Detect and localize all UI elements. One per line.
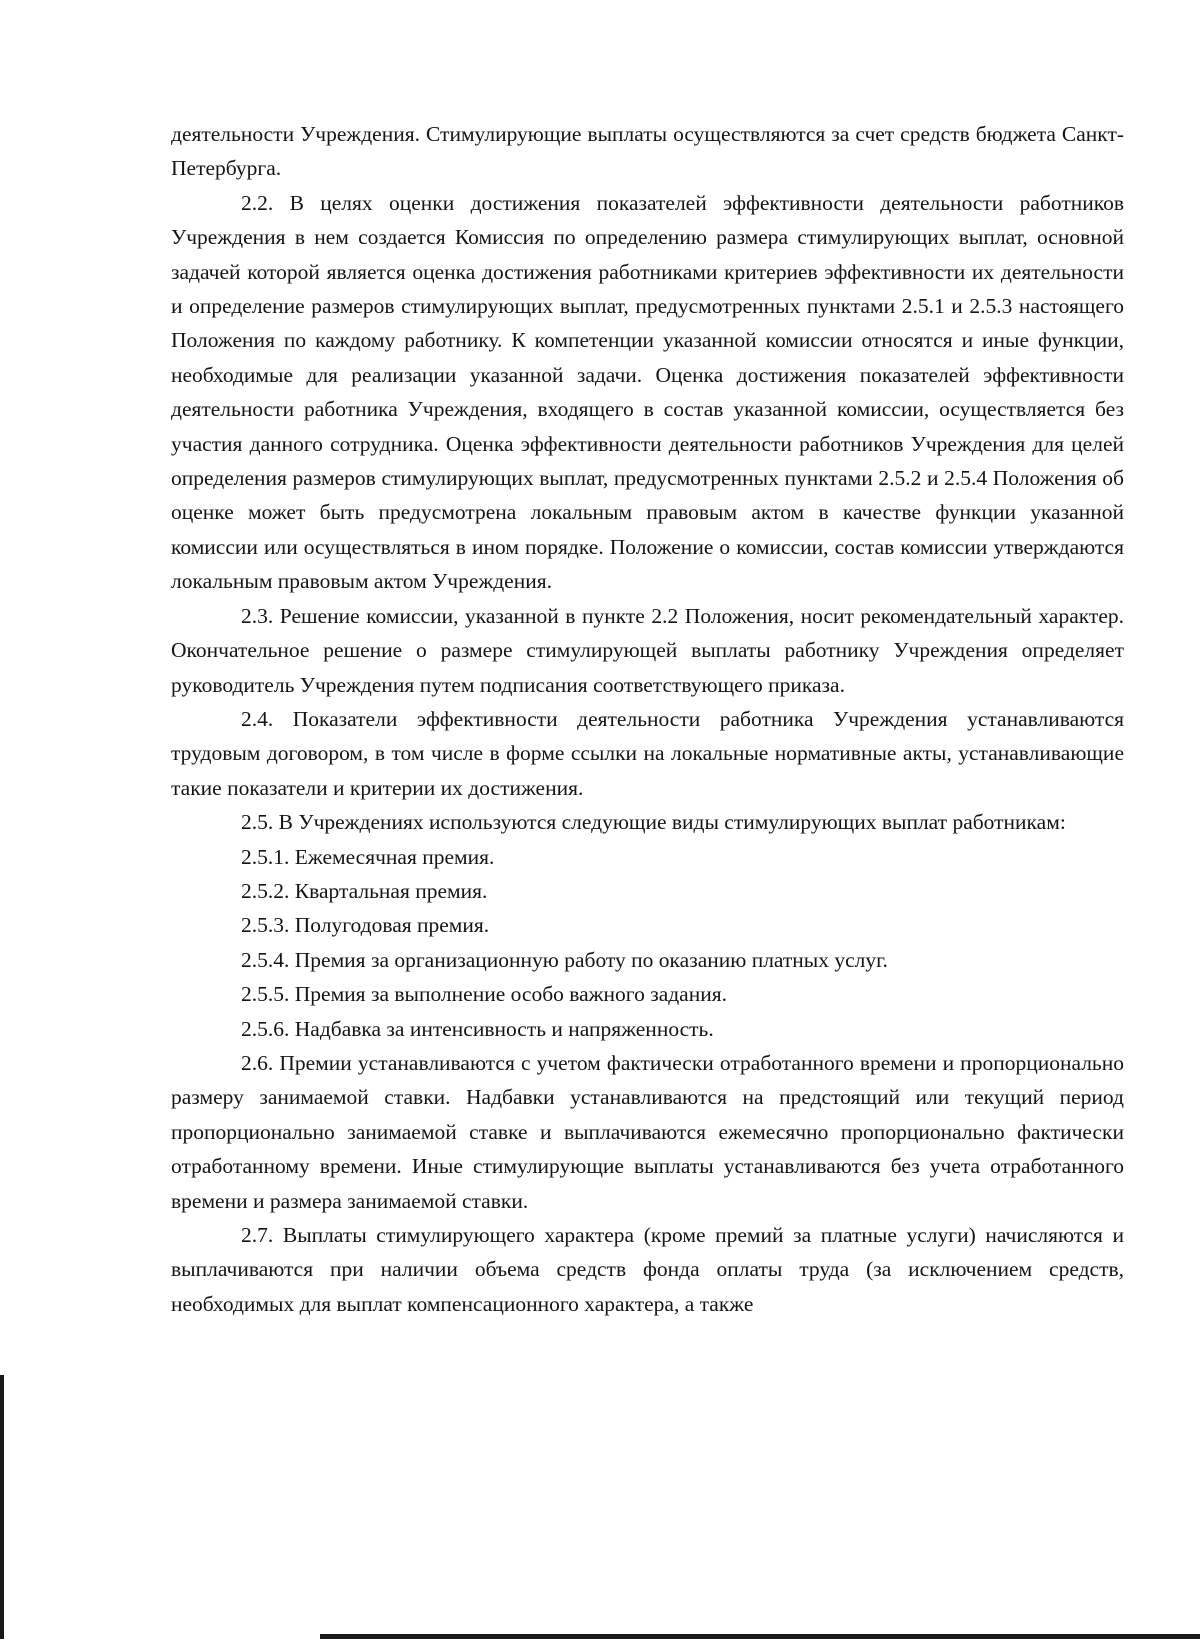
paragraph-2-7: 2.7. Выплаты стимулирующего характера (кроме премий за платные услуги) начисляются и выплачиваются при наличии объема средств фонда оплаты труда (за исключением средств, необходимых для выплат компенсационного характера, а также [171, 1223, 1124, 1316]
list-item-2-5-1: 2.5.1. Ежемесячная премия. [241, 844, 495, 869]
scan-edge-left [0, 1375, 4, 1639]
list-item-2-5-2: 2.5.2. Квартальная премия. [241, 878, 488, 903]
paragraph-2-3: 2.3. Решение комиссии, указанной в пункте 2.2 Положения, носит рекомендательный характер. Окончательное решение о размере стимулирующей выплаты работнику Учреждения определяет руководитель Учреждения путем подписания соответствующего приказа. [171, 603, 1124, 697]
list-item-2-5-6: 2.5.6. Надбавка за интенсивность и напряженность. [241, 1016, 714, 1041]
list-item-2-5-5: 2.5.5. Премия за выполнение особо важного задания. [241, 982, 727, 1007]
list-item-2-5-3: 2.5.3. Полугодовая премия. [241, 913, 490, 938]
list-item-2-5-4: 2.5.4. Премия за организационную работу по оказанию платных услуг. [241, 947, 888, 972]
paragraph-continuation: деятельности Учреждения. Стимулирующие выплаты осуществляются за счет средств бюджета Санкт-Петербурга. [171, 122, 1124, 181]
document-body [171, 117, 1124, 1321]
paragraph-2-4: 2.4. Показатели эффективности деятельности работника Учреждения устанавливаются трудовым договором, в том числе в форме ссылки на локальные нормативные акты, устанавливающие такие показатели и критерии их достижения. [171, 706, 1124, 800]
scan-edge-bottom [320, 1634, 1200, 1639]
paragraph-2-6: 2.6. Премии устанавливаются с учетом фактически отработанного времени и пропорционально размеру занимаемой ставки. Надбавки устанавливаются на предстоящий или текущий период пропорционально занимаемой ставке и выплачиваются ежемесячно пропорционально фактически отработанному времени. Иные стимулирующие выплаты устанавливаются без учета отработанного времени и размера занимаемой ставки. [171, 1050, 1124, 1213]
paragraph-2-5: 2.5. В Учреждениях используются следующие виды стимулирующих выплат работникам: [241, 810, 1066, 835]
paragraph-2-2: 2.2. В целях оценки достижения показателей эффективности деятельности работников Учреждения в нем создается Комиссия по определению размера стимулирующих выплат, основной задачей которой является оценка достижения работниками критериев эффективности их деятельности и определение размеров стимулирующих выплат, предусмотренных пунктами 2.5.1 и 2.5.3 настоящего Положения по каждому работнику. К компетенции указанной комиссии относятся и иные функции, необходимые для реализации указанной задачи. Оценка достижения показателей эффективности деятельности работника Учреждения, входящего в состав указанной комиссии, осуществляется без участия данного сотрудника. Оценка эффективности деятельности работников Учреждения для целей определения размеров стимулирующих выплат, предусмотренных пунктами 2.5.2 и 2.5.4 Положения об оценке может быть предусмотрена локальным правовым актом в качестве функции указанной комиссии или осуществляться в ином порядке. Положение о комиссии, состав комиссии утверждаются локальным правовым актом Учреждения. [171, 190, 1124, 594]
